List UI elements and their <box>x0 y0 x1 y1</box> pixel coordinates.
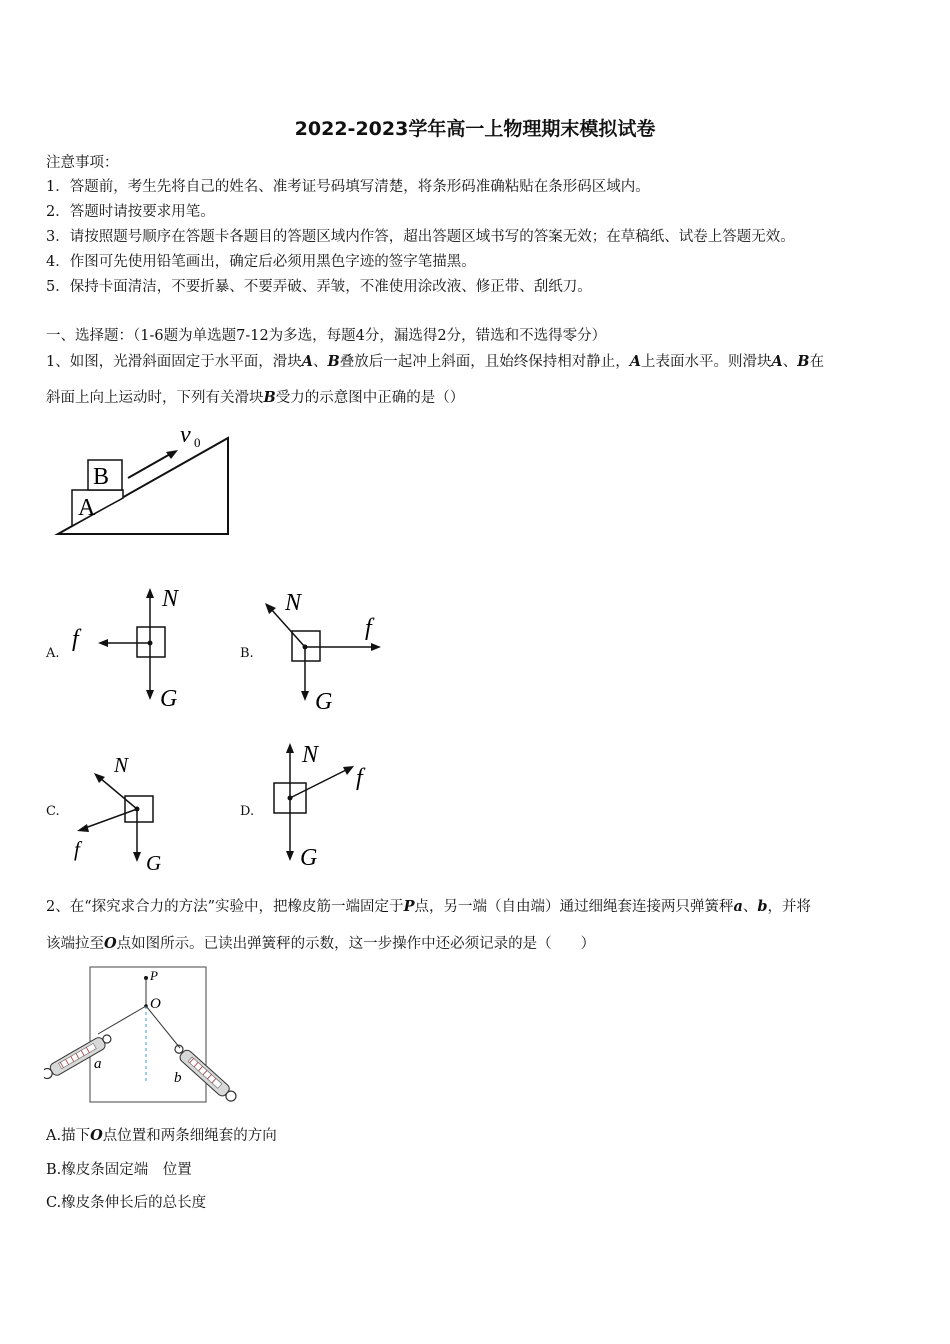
string-b <box>146 1006 180 1048</box>
gravity-label: G <box>315 689 333 715</box>
option-a-diagram <box>60 582 200 714</box>
q2-text-line2: 该端拉至O点如图所示。已读出弹簧秤的示数，这一步操作中还必须记录的是（ ） <box>46 935 596 952</box>
option-d-diagram <box>260 735 390 875</box>
q2-option-a: A.描下O点位置和两条细绳套的方向 <box>46 1127 277 1144</box>
string-a <box>98 1006 146 1034</box>
option-b-diagram <box>255 585 395 715</box>
friction-arrow <box>290 770 346 798</box>
notice-item: 3．请按照题号顺序在答题卡各题目的答题区域内作答，超出答题区域书写的答案无效；在草稿纸、试卷上答题无效。 <box>46 229 795 245</box>
gravity-label: G <box>300 845 318 871</box>
label-o: O <box>150 996 161 1012</box>
normal-force-label: N <box>114 753 129 777</box>
option-b-label: B. <box>240 646 254 661</box>
label-a: a <box>94 1056 102 1072</box>
gravity-label: G <box>146 851 162 875</box>
q1-text-line1: 1、如图，光滑斜面固定于水平面，滑块A、B叠放后一起冲上斜面，且始终保持相对静止，A上表面水平。则滑块A、B在 <box>46 353 825 370</box>
option-d-label: D. <box>240 804 255 819</box>
velocity-label: v <box>180 422 191 448</box>
q1-text-line2: 斜面上向上运动时，下列有关滑块B受力的示意图中正确的是（） <box>46 389 465 406</box>
notice-item: 1．答题前，考生先将自己的姓名、准考证号码填写清楚，将条形码准确粘贴在条形码区域内。 <box>46 179 650 195</box>
section-heading: 一、选择题：（1-6题为单选题7-12为多选，每题4分，漏选得2分，错选和不选得零分） <box>46 328 607 344</box>
friction-arrow <box>85 809 137 828</box>
velocity-subscript: 0 <box>194 435 201 450</box>
notice-item: 5．保持卡面清洁，不要折暴、不要弄破、弄皱，不准使用涂改液、修正带、刮纸刀。 <box>46 279 592 295</box>
notice-item: 4．作图可先使用铅笔画出，确定后必须用黑色字迹的签字笔描黑。 <box>46 254 476 270</box>
spring-balance-figure <box>44 962 240 1112</box>
normal-force-label: N <box>285 590 302 616</box>
normal-force-label: N <box>162 586 179 612</box>
label-b: b <box>174 1070 182 1086</box>
q2-text-line1: 2、在“探究求合力的方法”实验中，把橡皮筋一端固定于P点，另一端（自由端）通过细绳套连接两只弹簧秤a、b，并将 <box>46 898 812 915</box>
friction-label: f <box>74 837 80 861</box>
spring-balance-a <box>44 1032 114 1082</box>
label-p: P <box>150 968 158 983</box>
normal-force-label: N <box>302 742 319 768</box>
option-c-label: C. <box>46 804 60 819</box>
block-b-label: B <box>93 464 110 490</box>
q2-option-c: C.橡皮条伸长后的总长度 <box>46 1195 207 1211</box>
friction-label: f <box>356 765 363 791</box>
option-c-diagram <box>60 750 180 876</box>
q2-option-b: B.橡皮条固定端 位置 <box>46 1162 192 1178</box>
notice-heading: 注意事项： <box>46 155 119 171</box>
block-a-label: A <box>78 495 96 521</box>
friction-label: f <box>72 626 79 652</box>
option-a-label: A. <box>46 646 60 661</box>
gravity-label: G <box>160 686 178 712</box>
page-title: 2022-2023学年高一上物理期末模拟试卷 <box>294 118 656 140</box>
notice-item: 2．答题时请按要求用笔。 <box>46 204 215 220</box>
incline-figure <box>50 420 240 540</box>
normal-force-arrow <box>100 778 137 809</box>
velocity-arrow-head <box>166 450 178 459</box>
friction-label: f <box>365 615 372 641</box>
